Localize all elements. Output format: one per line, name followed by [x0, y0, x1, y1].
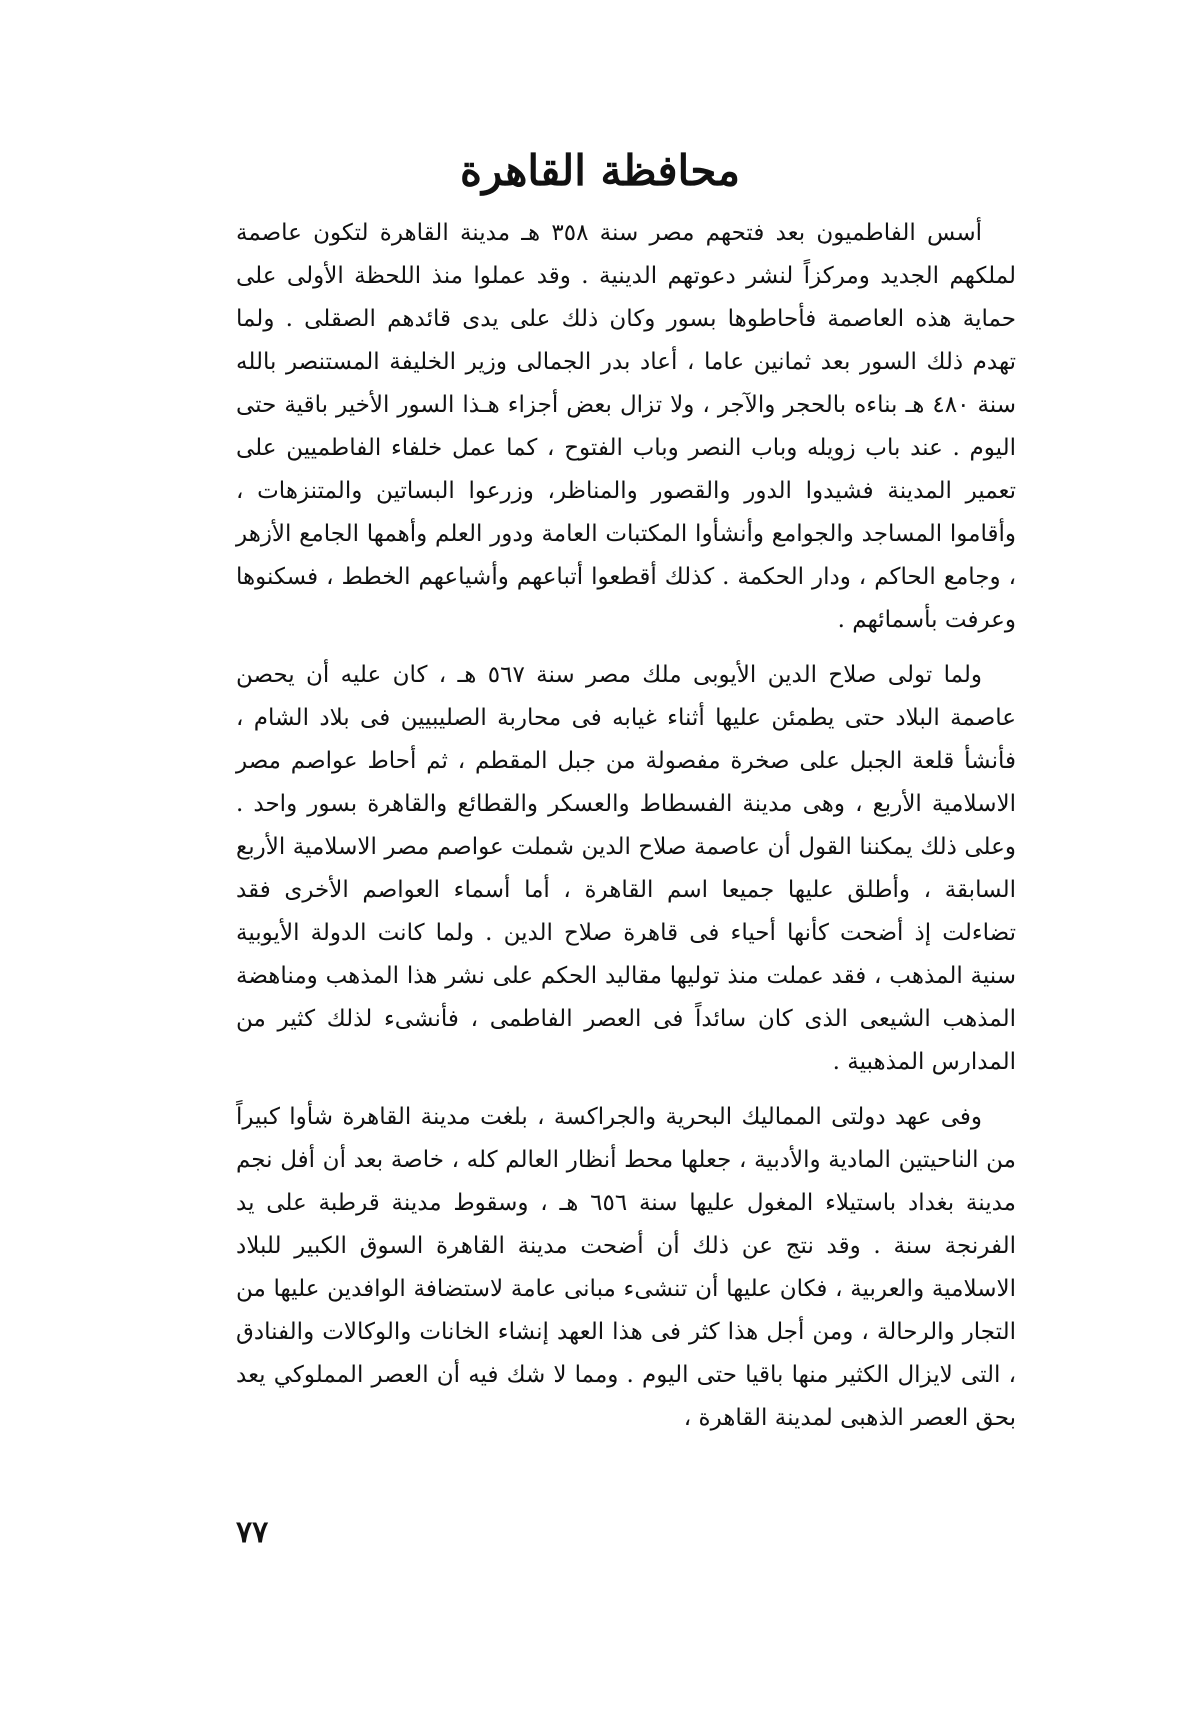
paragraph-mamluk: وفى عهد دولتى المماليك البحرية والجراكسة ، بلغت مدينة القاهرة شأوا كبيراً من الناحيتين المادية والأدبية ، جعلها محط أنظار العالم كله ، خاصة بعد أن أفل نجم مدينة بغداد باستيلاء المغول عليها سنة ٦٥٦ هـ ، وسقوط مدينة قرطبة على يد الفرنجة سنة . وقد نتج عن ذلك أن أضحت مدينة القاهرة السوق الكبير للبلاد الاسلامية والعربية ، فكان عليها أن تنشىء مبانى عامة لاستضافة الوافدين عليها من التجار والرحالة ، ومن أجل هذا كثر فى هذا العهد إنشاء الخانات والوكالات والفنادق ، التى لايزال الكثير منها باقيا حتى اليوم . ومما لا شك فيه أن العصر المملوكي يعد بحق العصر الذهبى لمدينة القاهرة ، — [236, 1104, 1016, 1431]
paragraph-fatimid: أسس الفاطميون بعد فتحهم مصر سنة ٣٥٨ هـ مدينة القاهرة لتكون عاصمة لملكهم الجديد ومركزاً لنشر دعوتهم الدينية . وقد عملوا منذ اللحظة الأولى على حماية هذه العاصمة فأحاطوها بسور وكان ذلك على يدى قائدهم الصقلى . ولما تهدم ذلك السور بعد ثمانين عاما ، أعاد بدر الجمالى وزير الخليفة المستنصر بالله سنة ٤٨٠ هـ بناءه بالحجر والآجر ، ولا تزال بعض أجزاء هـذا السور الأخير باقية حتى اليوم . عند باب زويله وباب النصر وباب الفتوح ، كما عمل خلفاء الفاطميين على تعمير المدينة فشيدوا الدور والقصور والمناظر، وزرعوا البساتين والمتنزهات ، وأقاموا المساجد والجوامع وأنشأوا المكتبات العامة ودور العلم وأهمها الجامع الأزهر ، وجامع الحاكم ، ودار الحكمة . كذلك أقطعوا أتباعهم وأشياعهم الخطط ، فسكنوها وعرفت بأسمائهم . — [236, 220, 1017, 633]
body-text — [236, 212, 1016, 1440]
page-number: ٧٧ — [236, 1515, 269, 1550]
paragraph-ayyubid: ولما تولى صلاح الدين الأيوبى ملك مصر سنة ٥٦٧ هـ ، كان عليه أن يحصن عاصمة البلاد حتى يطمئن عليها أثناء غيابه فى محاربة الصليبيين فى بلاد الشام ، فأنشأ قلعة الجبل على صخرة مفصولة من جبل المقطم ، ثم أحاط عواصم مصر الاسلامية الأربع ، وهى مدينة الفسطاط والعسكر والقطائع والقاهرة بسور واحد . وعلى ذلك يمكننا القول أن عاصمة صلاح الدين شملت عواصم مصر الاسلامية الأربع السابقة ، وأطلق عليها جميعا اسم القاهرة ، أما أسماء العواصم الأخرى فقد تضاءلت إذ أضحت كأنها أحياء فى قاهرة صلاح الدين . ولما كانت الدولة الأيوبية سنية المذهب ، فقد عملت منذ توليها مقاليد الحكم على نشر هذا المذهب ومناهضة المذهب الشيعى الذى كان سائداً فى العصر الفاطمى ، فأنشىء لذلك كثير من المدارس المذهبية . — [236, 662, 1016, 1075]
page-title: محافظة القاهرة — [460, 146, 740, 196]
